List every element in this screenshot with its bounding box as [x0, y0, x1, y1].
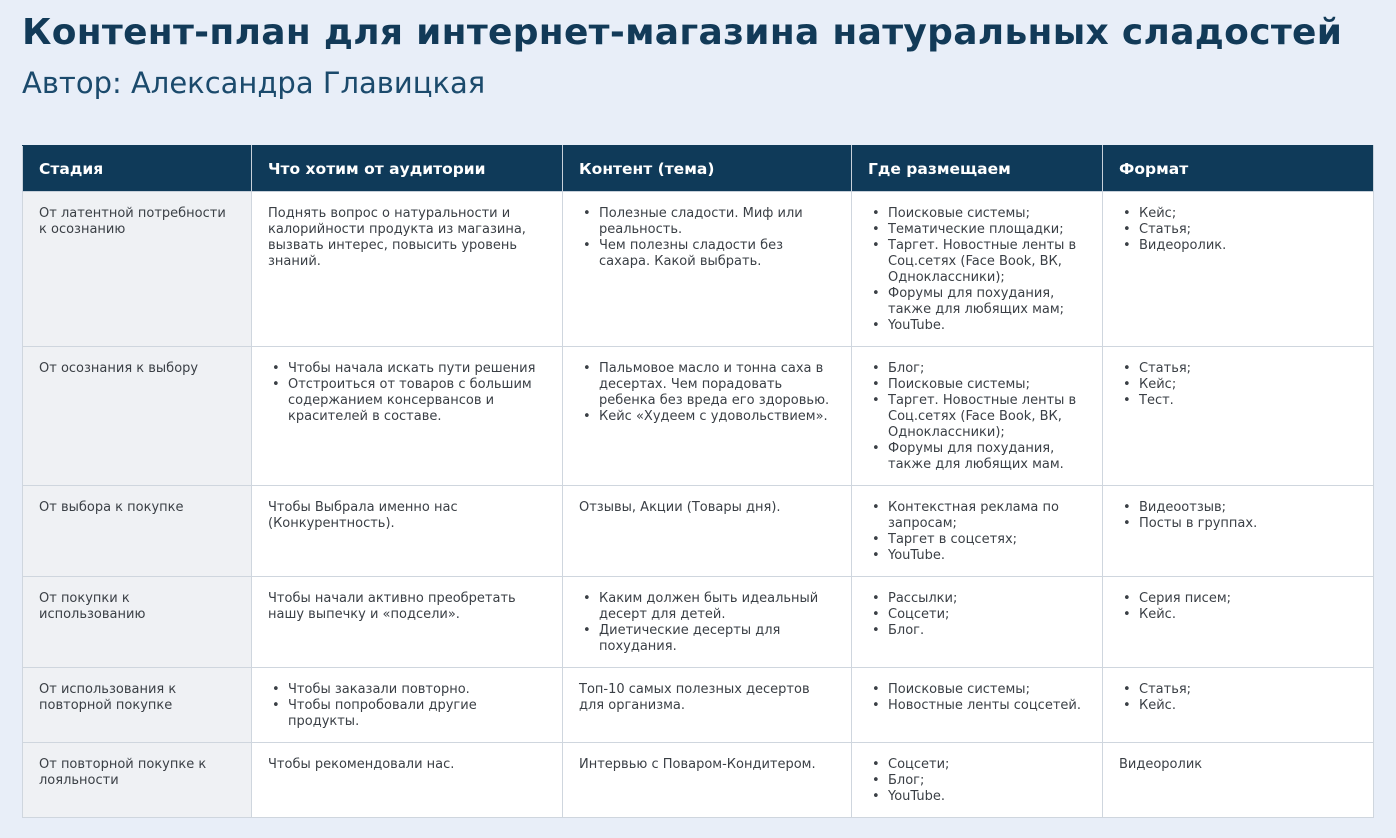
audience-goal-cell — [252, 347, 563, 486]
list-item: • Статья; — [1119, 682, 1357, 698]
list-item: • Соцсети; — [868, 757, 1086, 773]
content-cell — [563, 577, 852, 668]
placement-list — [868, 361, 1086, 473]
content-cell — [563, 347, 852, 486]
format-list — [1119, 591, 1357, 623]
content-list — [579, 206, 835, 270]
list-item: • Кейс. — [1119, 607, 1357, 623]
content-list — [579, 591, 835, 655]
table-row — [23, 192, 1374, 347]
list-item: • Рассылки; — [868, 591, 1086, 607]
list-item: • Форумы для похудания, также для любящих мам; — [868, 286, 1086, 318]
audience-goal-cell — [252, 668, 563, 743]
content-cell — [563, 192, 852, 347]
header-format: Формат — [1103, 146, 1374, 192]
placement-cell — [852, 486, 1103, 577]
author-line: Автор: Александра Главицкая — [22, 66, 486, 100]
content-plan-table-wrapper — [22, 145, 1373, 818]
list-item: • Кейс; — [1119, 206, 1357, 222]
placement-list — [868, 206, 1086, 334]
list-item: • Таргет в соцсетях; — [868, 532, 1086, 548]
list-item: • Контекстная реклама по запросам; — [868, 500, 1086, 532]
format-cell — [1103, 577, 1374, 668]
stage-cell: От повторной покупке к лояльности — [23, 743, 252, 818]
list-item: • Блог; — [868, 361, 1086, 377]
page-title: Контент-план для интернет-магазина натуральных сладостей — [22, 12, 1343, 53]
list-item: • Тест. — [1119, 393, 1357, 409]
list-item: • Поисковые системы; — [868, 206, 1086, 222]
stage-cell: От использования к повторной покупке — [23, 668, 252, 743]
placement-cell — [852, 668, 1103, 743]
list-item: • Полезные сладости. Миф или реальность. — [579, 206, 835, 238]
header-audience-goal: Что хотим от аудитории — [252, 146, 563, 192]
format-cell — [1103, 486, 1374, 577]
list-item: • Чтобы попробовали другие продукты. — [268, 698, 546, 730]
audience-goal-list — [268, 361, 546, 425]
table-row — [23, 743, 1374, 818]
list-item: • Чем полезны сладости без сахара. Какой выбрать. — [579, 238, 835, 270]
content-cell: Топ-10 самых полезных десертов для организма. — [563, 668, 852, 743]
stage-cell: От выбора к покупке — [23, 486, 252, 577]
format-cell — [1103, 668, 1374, 743]
list-item: • Таргет. Новостные ленты в Соц.сетях (Face Book, ВК, Одноклассники); — [868, 393, 1086, 441]
list-item: • YouTube. — [868, 318, 1086, 334]
list-item: • Статья; — [1119, 222, 1357, 238]
list-item: • Поисковые системы; — [868, 682, 1086, 698]
list-item: • Кейс. — [1119, 698, 1357, 714]
placement-list — [868, 500, 1086, 564]
list-item: • YouTube. — [868, 789, 1086, 805]
list-item: • Диетические десерты для похудания. — [579, 623, 835, 655]
list-item: • Каким должен быть идеальный десерт для детей. — [579, 591, 835, 623]
table-row — [23, 347, 1374, 486]
list-item: • Форумы для похудания, также для любящих мам. — [868, 441, 1086, 473]
audience-goal-cell: Чтобы начали активно преобретать нашу выпечку и «подсели». — [252, 577, 563, 668]
table-row — [23, 577, 1374, 668]
audience-goal-list — [268, 682, 546, 730]
list-item: • Посты в группах. — [1119, 516, 1357, 532]
list-item: • Чтобы заказали повторно. — [268, 682, 546, 698]
list-item: • Чтобы начала искать пути решения — [268, 361, 546, 377]
placement-cell — [852, 347, 1103, 486]
list-item: • Серия писем; — [1119, 591, 1357, 607]
table-header-row — [23, 146, 1374, 192]
stage-cell: От осознания к выбору — [23, 347, 252, 486]
format-list — [1119, 206, 1357, 254]
audience-goal-cell: Чтобы рекомендовали нас. — [252, 743, 563, 818]
content-cell: Интервью с Поваром-Кондитером. — [563, 743, 852, 818]
list-item: • YouTube. — [868, 548, 1086, 564]
list-item: • Кейс; — [1119, 377, 1357, 393]
format-list — [1119, 361, 1357, 409]
format-list — [1119, 500, 1357, 532]
list-item: • Таргет. Новостные ленты в Соц.сетях (Face Book, ВК, Одноклассники); — [868, 238, 1086, 286]
audience-goal-cell: Поднять вопрос о натуральности и калорийности продукта из магазина, вызвать интерес, повысить уровень знаний. — [252, 192, 563, 347]
list-item: • Отстроиться от товаров с большим содержанием консервансов и красителей в составе. — [268, 377, 546, 425]
list-item: • Новостные ленты соцсетей. — [868, 698, 1086, 714]
placement-list — [868, 591, 1086, 639]
list-item: • Соцсети; — [868, 607, 1086, 623]
format-cell — [1103, 192, 1374, 347]
content-cell: Отзывы, Акции (Товары дня). — [563, 486, 852, 577]
content-list — [579, 361, 835, 425]
list-item: • Блог. — [868, 623, 1086, 639]
placement-cell — [852, 743, 1103, 818]
table-row — [23, 668, 1374, 743]
header-content-topic: Контент (тема) — [563, 146, 852, 192]
list-item: • Статья; — [1119, 361, 1357, 377]
stage-cell: От латентной потребности к осознанию — [23, 192, 252, 347]
format-cell — [1103, 347, 1374, 486]
placement-cell — [852, 192, 1103, 347]
list-item: • Поисковые системы; — [868, 377, 1086, 393]
audience-goal-cell: Чтобы Выбрала именно нас (Конкурентность). — [252, 486, 563, 577]
list-item: • Тематические площадки; — [868, 222, 1086, 238]
format-cell: Видеоролик — [1103, 743, 1374, 818]
header-placement: Где размещаем — [852, 146, 1103, 192]
list-item: • Блог; — [868, 773, 1086, 789]
list-item: • Видеоотзыв; — [1119, 500, 1357, 516]
table-row — [23, 486, 1374, 577]
stage-cell: От покупки к использованию — [23, 577, 252, 668]
placement-list — [868, 757, 1086, 805]
list-item: • Пальмовое масло и тонна саха в десертах. Чем порадовать ребенка без вреда его здоровью. — [579, 361, 835, 409]
list-item: • Видеоролик. — [1119, 238, 1357, 254]
list-item: • Кейс «Худеем с удовольствием». — [579, 409, 835, 425]
content-plan-table — [22, 145, 1374, 818]
format-list — [1119, 682, 1357, 714]
placement-cell — [852, 577, 1103, 668]
placement-list — [868, 682, 1086, 714]
header-stage: Стадия — [23, 146, 252, 192]
